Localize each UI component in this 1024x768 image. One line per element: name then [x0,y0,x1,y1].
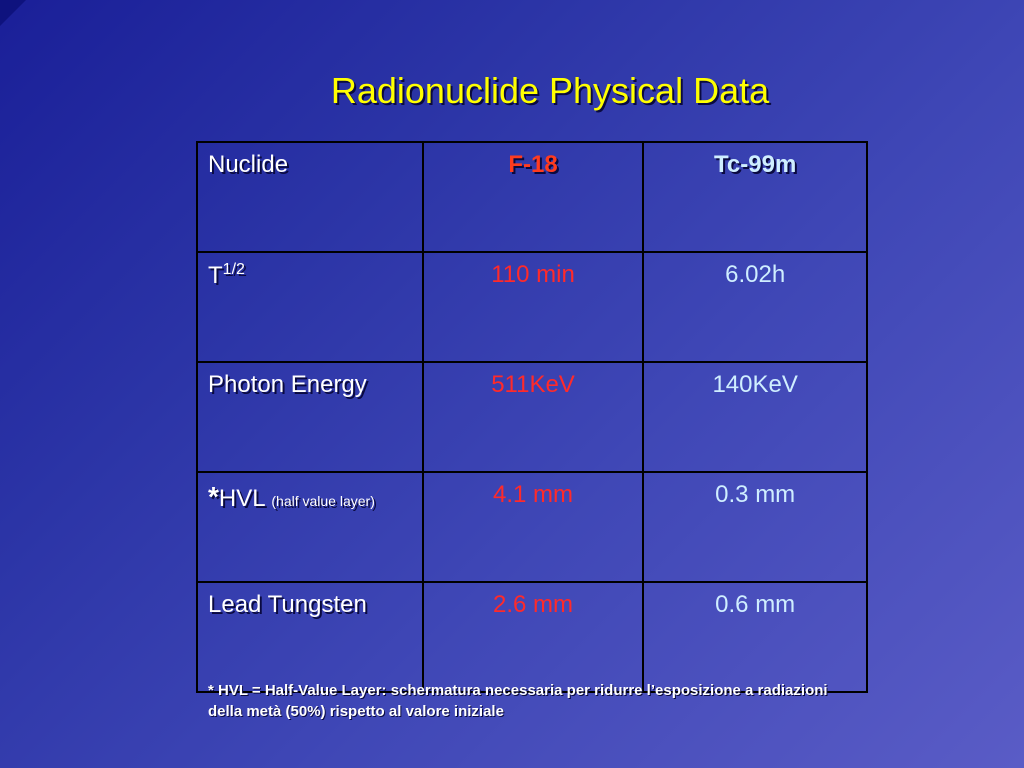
lead-tungsten-label: Lead Tungsten [208,591,367,618]
tc99m-value-cell [643,252,867,362]
photon-energy-label: Photon Energy [208,371,367,398]
row-label-cell [197,252,423,362]
tc99m-photon-energy-value: 140KeV [712,371,798,398]
f18-value-cell [423,582,644,692]
header-cell-tc99m [643,142,867,252]
table-header-row [197,142,867,252]
tc99m-hvl-value: 0.3 mm [715,481,796,508]
half-life-symbol: T [208,262,223,289]
table-row-lead-tungsten [197,582,867,692]
row-label-cell [197,472,423,582]
f18-lead-tungsten-value: 2.6 mm [492,591,573,618]
table-row-half-life [197,252,867,362]
slide-corner-decoration [0,0,26,26]
radionuclide-data-table [196,141,868,693]
tc99m-value-cell [643,362,867,472]
f18-value-cell [423,252,644,362]
header-label-f18: F-18 [508,151,558,178]
tc99m-lead-tungsten-value: 0.6 mm [715,591,796,618]
f18-value-cell [423,472,644,582]
f18-hvl-value: 4.1 mm [492,481,573,508]
table-row-photon-energy [197,362,867,472]
f18-half-life-value: 110 min [491,261,575,288]
f18-value-cell [423,362,644,472]
hvl-label: HVL [218,485,265,512]
tc99m-value-cell [643,582,867,692]
row-label-cell [197,362,423,472]
hvl-asterisk: * [208,481,219,512]
header-label-nuclide: Nuclide [208,151,289,178]
row-label-cell [197,582,423,692]
half-life-superscript: 1/2 [222,261,245,278]
hvl-footnote: * HVL = Half-Value Layer: schermatura necessaria per ridurre l’esposizione a radiazioni della metà (50%) rispetto al valore iniziale [208,682,828,720]
hvl-note: (half value layer) [271,493,375,509]
header-cell-nuclide [197,142,423,252]
tc99m-value-cell [643,472,867,582]
f18-photon-energy-value: 511KeV [491,371,575,398]
header-cell-f18 [423,142,644,252]
tc99m-half-life-value: 6.02h [725,261,786,288]
slide-title: Radionuclide Physical Data [330,70,770,111]
table-row-hvl [197,472,867,582]
header-label-tc99m: Tc-99m [714,151,797,178]
